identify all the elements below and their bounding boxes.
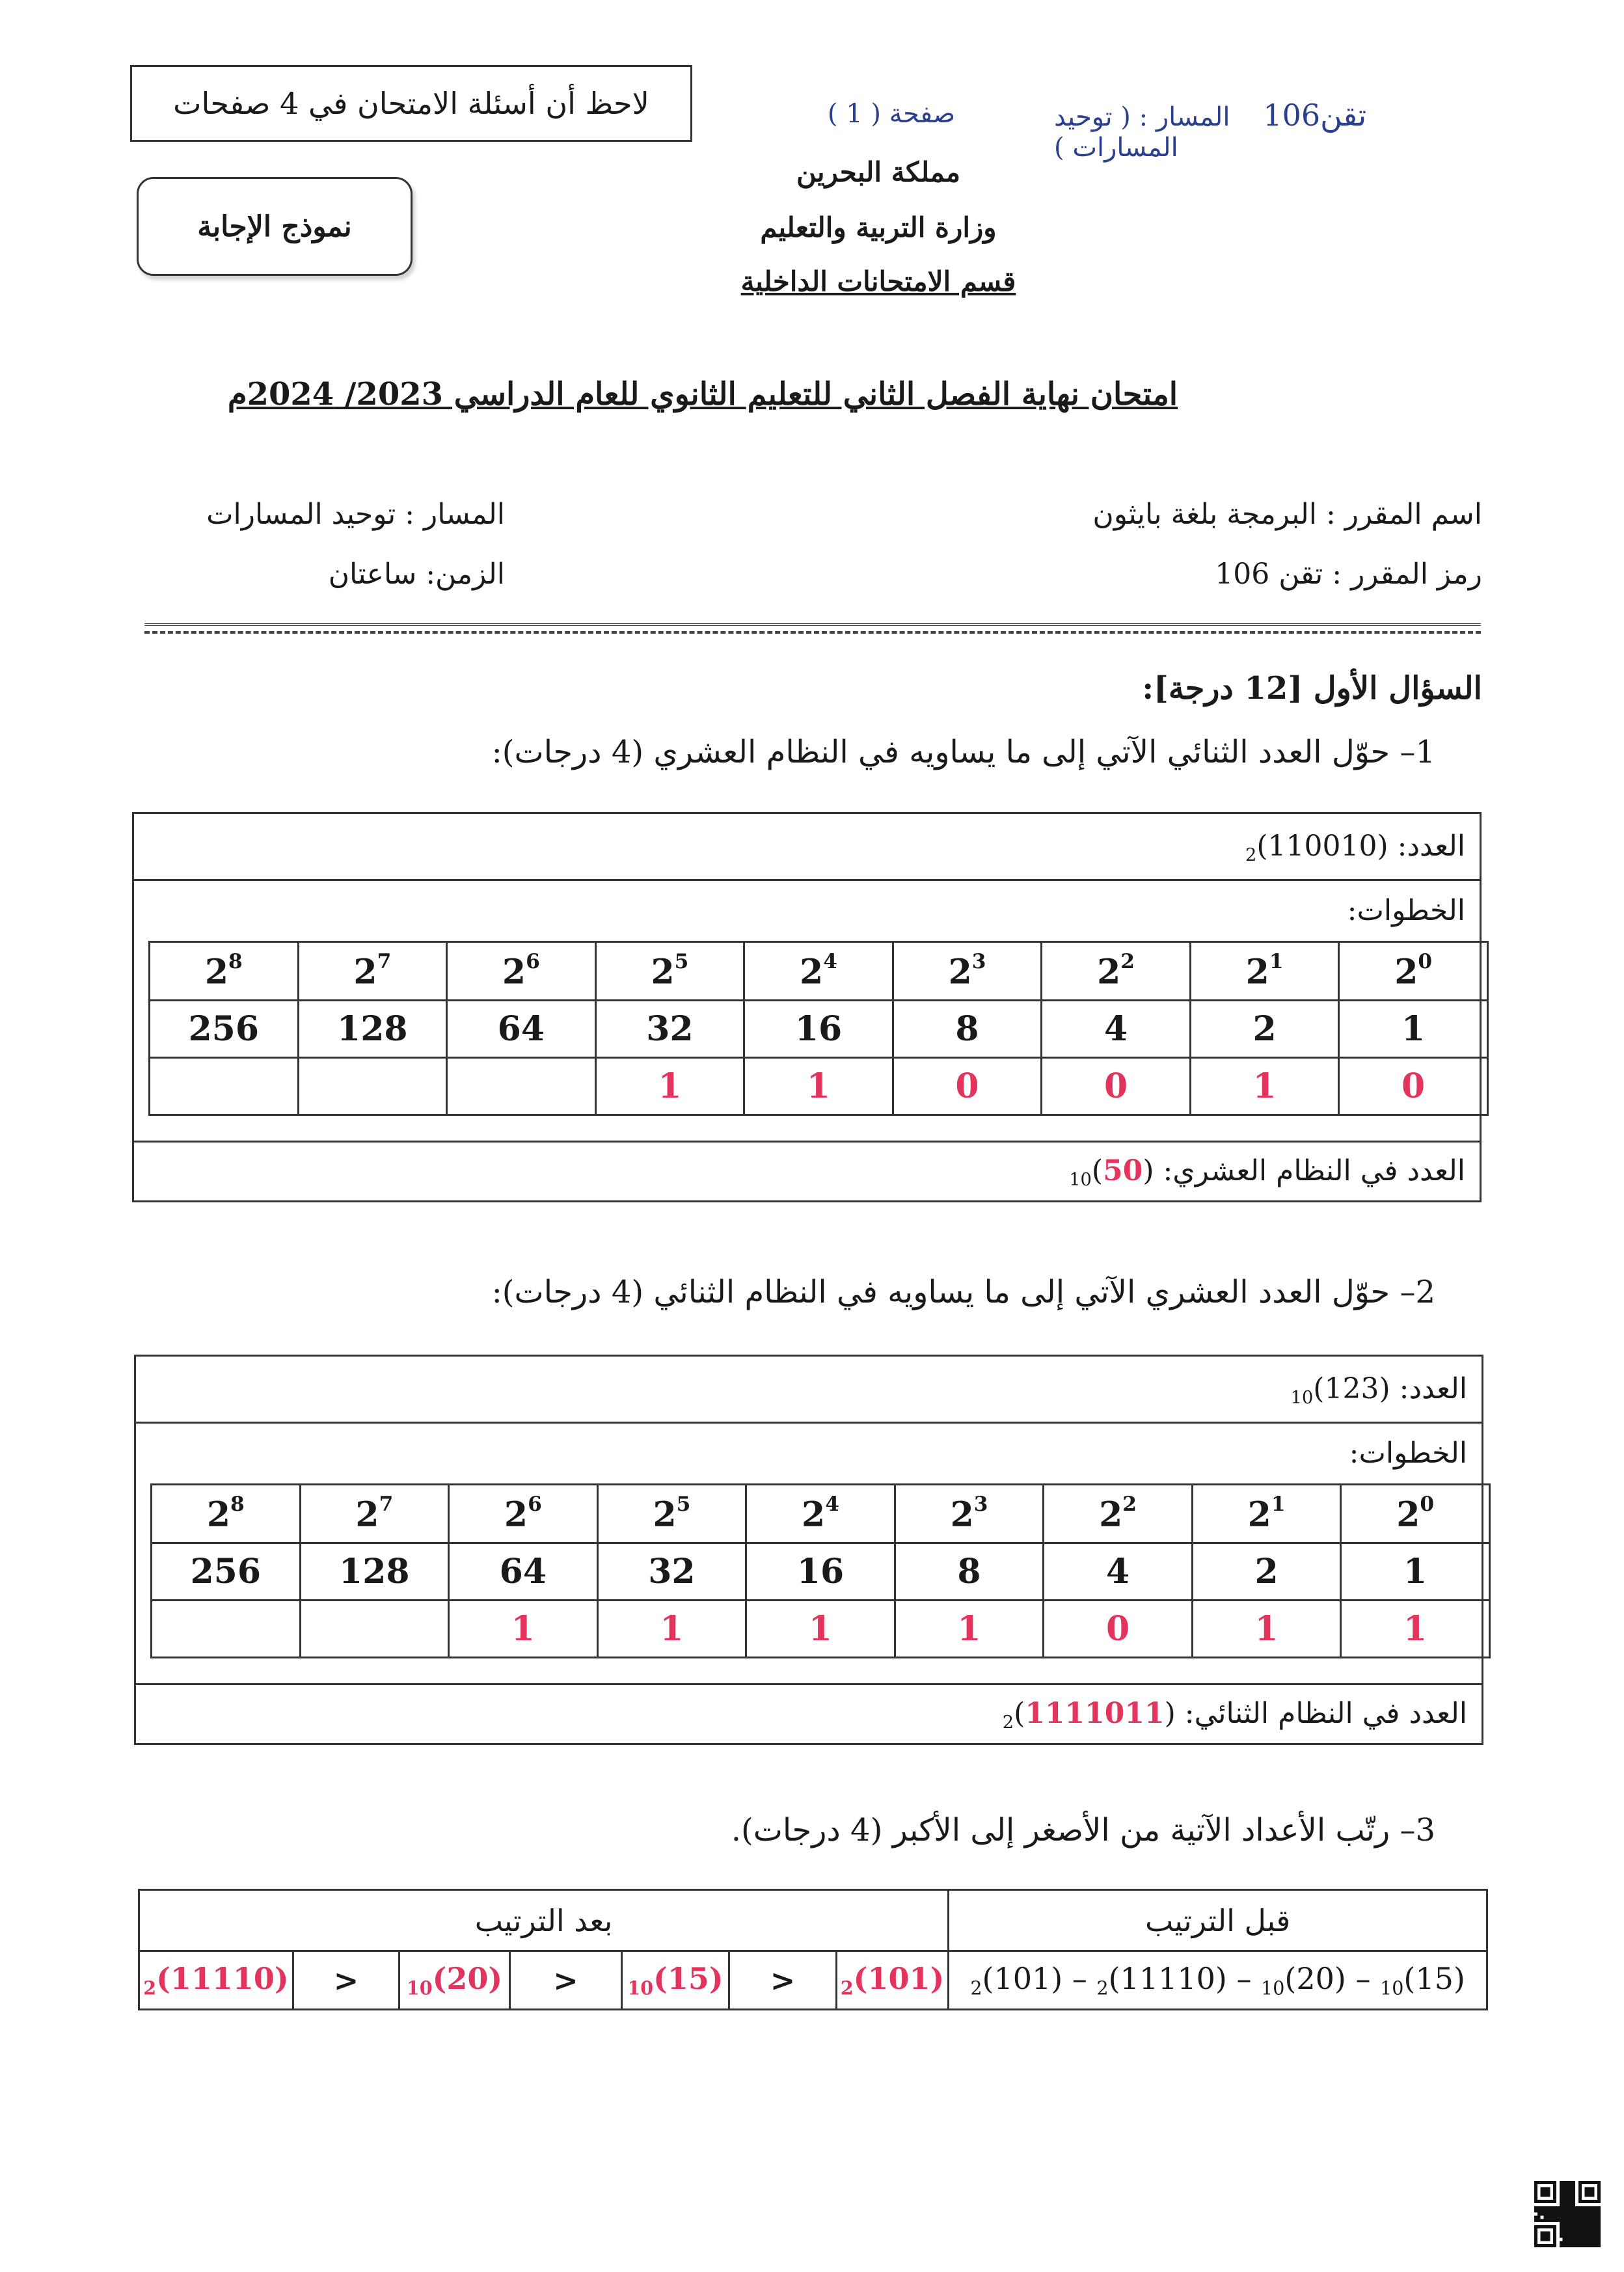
sorted-number-base: 10 — [627, 1977, 654, 1999]
bit-cell — [447, 1058, 596, 1115]
power-exponent: 1 — [1269, 950, 1284, 974]
part1-number — [1245, 830, 1465, 865]
comparison-symbol: > — [293, 1951, 399, 2010]
power-exponent: 6 — [526, 950, 540, 974]
notice-text: لاحظ أن أسئلة الامتحان في 4 صفحات — [173, 86, 649, 121]
power-exponent: 7 — [377, 950, 392, 974]
after-sort-header: بعد الترتيب — [139, 1890, 949, 1951]
power-exponent: 8 — [230, 1493, 245, 1517]
values-row — [152, 1543, 1490, 1601]
power-exponent: 1 — [1271, 1493, 1286, 1517]
place-value-cell: 8 — [893, 1001, 1042, 1058]
exam-title: امتحان نهاية الفصل الثاني للتعليم الثانوي للعام الدراسي 2023/ 2024م — [227, 376, 1178, 412]
bit-cell: 1 — [449, 1601, 598, 1658]
bits-row — [152, 1601, 1490, 1658]
power-cell: $2^2$ — [1044, 1485, 1193, 1543]
kingdom-label: مملكة البحرين — [796, 156, 961, 188]
part1-result-base: 10 — [1069, 1170, 1092, 1191]
department-text: قسم الامتحانات الداخلية — [740, 265, 1016, 297]
power-exponent: 5 — [674, 950, 689, 974]
part1-box — [132, 812, 1482, 1202]
bit-cell — [150, 1058, 299, 1115]
sorted-number-value: (15) — [653, 1961, 724, 1997]
course-tag: تقن106 — [1263, 98, 1367, 133]
comparison-symbol: > — [510, 1951, 622, 2010]
answer-model-box — [137, 177, 413, 276]
power-exponent: 7 — [379, 1493, 394, 1517]
place-value-cell: 256 — [152, 1543, 301, 1601]
power-cell: $2^4$ — [744, 942, 893, 1001]
power-cell: $2^0$ — [1341, 1485, 1490, 1543]
place-value-cell: 2 — [1192, 1543, 1341, 1601]
ordering-table — [138, 1889, 1488, 2010]
bit-cell: 1 — [1341, 1601, 1490, 1658]
part2-number-base: 10 — [1290, 1388, 1314, 1409]
power-cell: $2^8$ — [152, 1485, 301, 1543]
part2-result-row — [136, 1683, 1482, 1745]
part2-result: العدد في النظام الثنائي: $_2$(1111011) — [1002, 1697, 1467, 1733]
power-exponent: 5 — [676, 1493, 691, 1517]
part2-prompt: 2– حوّل العدد العشري الآتي إلى ما يساويه في النظام الثنائي (4 درجات): — [491, 1274, 1435, 1310]
place-value-cell: 256 — [150, 1001, 299, 1058]
power-cell: $2^7$ — [300, 1485, 449, 1543]
course-code — [1215, 558, 1482, 591]
separator-line — [144, 623, 1481, 626]
power-exponent: 2 — [1122, 1493, 1137, 1517]
bit-cell: 1 — [744, 1058, 893, 1115]
bit-cell — [298, 1058, 447, 1115]
time-info — [329, 558, 505, 591]
bit-cell: 1 — [1190, 1058, 1339, 1115]
place-value-cell: 128 — [298, 1001, 447, 1058]
part2-number-label: العدد: — [1399, 1372, 1467, 1405]
place-value-cell: 8 — [895, 1543, 1044, 1601]
power-cell: $2^6$ — [449, 1485, 598, 1543]
power-cell: $2^7$ — [298, 942, 447, 1001]
track-info-text: المسار : توحيد المسارات — [206, 498, 505, 531]
sorted-number-value: (101) — [853, 1961, 945, 1997]
track-info — [206, 498, 505, 531]
bit-cell: 0 — [1339, 1058, 1488, 1115]
sorted-number — [399, 1951, 510, 2010]
part2-box — [134, 1355, 1483, 1745]
part2-steps-label: الخطوات: — [1349, 1437, 1467, 1470]
before-sort-sequence: $_2$(101) – $_2$(11110) – $_{10}$(20) – $_{10}$(15) — [949, 1951, 1487, 2010]
powers-row — [152, 1485, 1490, 1543]
place-value-cell: 2 — [1190, 1001, 1339, 1058]
part1-prompt: 1– حوّل العدد الثنائي الآتي إلى ما يساويه في النظام العشري (4 درجات): — [491, 734, 1435, 770]
place-value-cell: 4 — [1042, 1001, 1191, 1058]
power-exponent: 0 — [1418, 950, 1433, 974]
page-label: صفحة ( 1 ) — [827, 99, 956, 129]
part1-powers-table — [148, 941, 1489, 1116]
power-exponent: 8 — [228, 950, 243, 974]
sorted-number-value: (20) — [432, 1961, 503, 1997]
course-code-text: رمز المقرر : تقن 106 — [1215, 558, 1482, 591]
part1-result-row — [134, 1141, 1480, 1202]
power-cell: $2^8$ — [150, 942, 299, 1001]
part1-number-base: 2 — [1245, 845, 1257, 866]
part2-powers-table — [150, 1483, 1491, 1658]
sorted-number-base: 10 — [406, 1977, 433, 1999]
part2-number-value: (123) — [1313, 1372, 1390, 1405]
time-info-text: الزمن: ساعتان — [328, 558, 505, 591]
part2-result-label: العدد في النظام الثنائي: — [1184, 1697, 1467, 1730]
qr-code-icon — [1534, 2181, 1601, 2247]
place-value-cell: 128 — [300, 1543, 449, 1601]
bit-cell: 1 — [597, 1601, 746, 1658]
part2-result-base: 2 — [1002, 1712, 1014, 1733]
power-exponent: 2 — [1120, 950, 1135, 974]
power-exponent: 4 — [823, 950, 837, 974]
sorted-number-base: 2 — [840, 1977, 854, 1999]
course-name-text: اسم المقرر : البرمجة بلغة بايثون — [1092, 498, 1482, 531]
bit-cell — [300, 1601, 449, 1658]
before-sort-header: قبل الترتيب — [949, 1890, 1487, 1951]
power-exponent: 6 — [528, 1493, 542, 1517]
power-cell: $2^1$ — [1190, 942, 1339, 1001]
values-row — [150, 1001, 1488, 1058]
part3-prompt: 3– رتّب الأعداد الآتية من الأصغر إلى الأكبر (4 درجات). — [731, 1812, 1435, 1848]
place-value-cell: 32 — [597, 1543, 746, 1601]
answer-model-label: نموذج الإجابة — [197, 210, 352, 243]
bit-cell — [152, 1601, 301, 1658]
bit-cell: 1 — [595, 1058, 744, 1115]
separator-dashes — [144, 631, 1481, 634]
bit-cell: 0 — [893, 1058, 1042, 1115]
part1-number-value: (110010) — [1256, 830, 1388, 863]
part2-number — [1291, 1372, 1467, 1408]
comparison-symbol: > — [729, 1951, 837, 2010]
power-cell: $2^5$ — [597, 1485, 746, 1543]
bit-cell: 0 — [1042, 1058, 1191, 1115]
power-cell: $2^3$ — [895, 1485, 1044, 1543]
bit-cell: 1 — [895, 1601, 1044, 1658]
notice-box — [130, 65, 692, 142]
place-value-cell: 64 — [447, 1001, 596, 1058]
part1-number-label: العدد: — [1397, 830, 1465, 863]
place-value-cell: 32 — [595, 1001, 744, 1058]
power-exponent: 4 — [825, 1493, 839, 1517]
power-cell: $2^6$ — [447, 942, 596, 1001]
power-cell: $2^2$ — [1042, 942, 1191, 1001]
sorted-number — [622, 1951, 729, 2010]
part1-result-label: العدد في النظام العشري: — [1163, 1154, 1465, 1187]
part1-result-value: 50 — [1103, 1154, 1143, 1187]
power-exponent: 0 — [1420, 1493, 1435, 1517]
bit-cell: 1 — [746, 1601, 895, 1658]
sorted-number-base: 2 — [143, 1977, 157, 1999]
power-cell: $2^3$ — [893, 942, 1042, 1001]
course-name — [1092, 498, 1482, 531]
course-tag-line — [1054, 98, 1451, 163]
department-label — [651, 265, 1106, 297]
power-cell: $2^4$ — [746, 1485, 895, 1543]
place-value-cell: 4 — [1044, 1543, 1193, 1601]
bit-cell: 0 — [1044, 1601, 1193, 1658]
place-value-cell: 16 — [744, 1001, 893, 1058]
part1-steps-label: الخطوات: — [1347, 894, 1465, 927]
ministry-label: وزارة التربية والتعليم — [760, 211, 997, 243]
bit-cell: 1 — [1192, 1601, 1341, 1658]
sorted-number-value: (11110) — [156, 1961, 289, 1997]
track-label: المسار : ( توحيد المسارات ) — [1054, 102, 1230, 163]
part1-result: العدد في النظام العشري: $_{10}$(50) — [1069, 1154, 1465, 1191]
place-value-cell: 1 — [1339, 1001, 1488, 1058]
power-cell: $2^1$ — [1192, 1485, 1341, 1543]
part1-number-row — [134, 814, 1480, 881]
powers-row — [150, 942, 1488, 1001]
power-exponent: 3 — [971, 950, 986, 974]
sorted-number — [139, 1951, 293, 2010]
question-title: السؤال الأول [12 درجة]: — [1142, 670, 1482, 707]
bits-row — [150, 1058, 1488, 1115]
power-cell: $2^5$ — [595, 942, 744, 1001]
place-value-cell: 16 — [746, 1543, 895, 1601]
power-cell: $2^0$ — [1339, 942, 1488, 1001]
power-exponent: 3 — [973, 1493, 988, 1517]
part2-number-row — [136, 1357, 1482, 1424]
place-value-cell: 1 — [1341, 1543, 1490, 1601]
place-value-cell: 64 — [449, 1543, 598, 1601]
part2-result-value: 1111011 — [1025, 1697, 1165, 1730]
sorted-number — [837, 1951, 949, 2010]
